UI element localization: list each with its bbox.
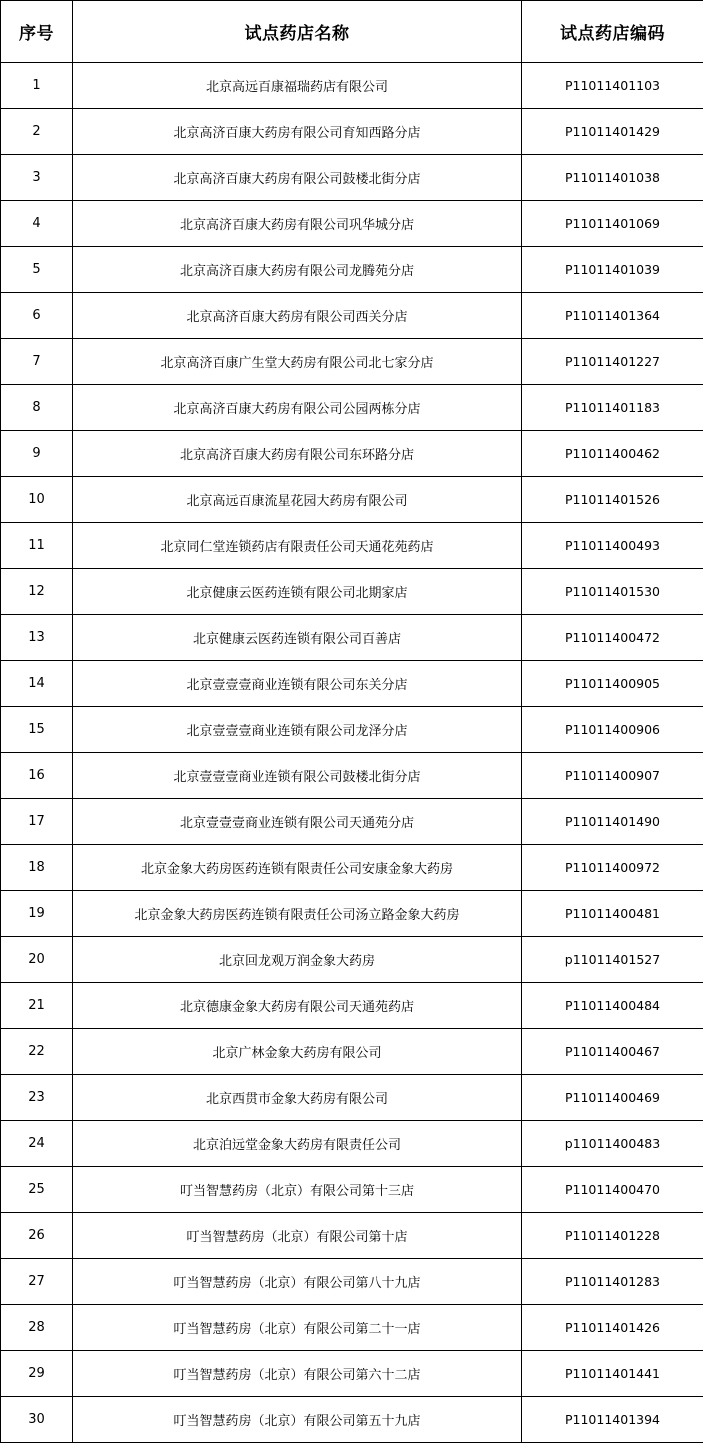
- row-pharmacy-code-cell: P11011401364: [522, 293, 703, 339]
- row-pharmacy-name-cell: 叮当智慧药房（北京）有限公司第二十一店: [73, 1305, 522, 1351]
- row-pharmacy-code-cell: P11011400467: [522, 1029, 703, 1075]
- table-row: [1, 201, 703, 247]
- table-row: [1, 753, 703, 799]
- row-seq-cell: 8: [1, 385, 73, 431]
- row-pharmacy-name-cell: 北京高济百康大药房有限公司鼓楼北街分店: [73, 155, 522, 201]
- row-pharmacy-code-cell: P11011401426: [522, 1305, 703, 1351]
- row-seq-cell: 24: [1, 1121, 73, 1167]
- row-pharmacy-name-cell: 北京高济百康广生堂大药房有限公司北七家分店: [73, 339, 522, 385]
- table-row: [1, 385, 703, 431]
- table-header-row: [1, 1, 703, 63]
- row-pharmacy-code-cell: p11011401527: [522, 937, 703, 983]
- row-seq-cell: 11: [1, 523, 73, 569]
- row-pharmacy-name-cell: 北京健康云医药连锁有限公司北期家店: [73, 569, 522, 615]
- table-row: [1, 431, 703, 477]
- row-seq-cell: 20: [1, 937, 73, 983]
- row-pharmacy-code-cell: P11011400906: [522, 707, 703, 753]
- table-row: [1, 247, 703, 293]
- row-pharmacy-name-cell: 北京泊远堂金象大药房有限责任公司: [73, 1121, 522, 1167]
- row-pharmacy-code-cell: P11011401526: [522, 477, 703, 523]
- table-row: [1, 1213, 703, 1259]
- table-body: [1, 63, 703, 1443]
- row-pharmacy-code-cell: P11011401429: [522, 109, 703, 155]
- row-seq-cell: 3: [1, 155, 73, 201]
- row-seq-cell: 2: [1, 109, 73, 155]
- row-pharmacy-code-cell: P11011401183: [522, 385, 703, 431]
- row-seq-cell: 17: [1, 799, 73, 845]
- row-pharmacy-name-cell: 北京同仁堂连锁药店有限责任公司天通花苑药店: [73, 523, 522, 569]
- header-pharmacy-name: 试点药店名称: [73, 1, 522, 63]
- row-seq-cell: 22: [1, 1029, 73, 1075]
- table-row: [1, 1029, 703, 1075]
- row-pharmacy-code-cell: P11011401227: [522, 339, 703, 385]
- table-row: [1, 937, 703, 983]
- row-seq-cell: 15: [1, 707, 73, 753]
- table-row: [1, 983, 703, 1029]
- table-row: [1, 109, 703, 155]
- table-row: [1, 1167, 703, 1213]
- table-row: [1, 1121, 703, 1167]
- row-pharmacy-name-cell: 北京健康云医药连锁有限公司百善店: [73, 615, 522, 661]
- row-seq-cell: 28: [1, 1305, 73, 1351]
- table-row: [1, 1259, 703, 1305]
- row-pharmacy-name-cell: 北京壹壹壹商业连锁有限公司天通苑分店: [73, 799, 522, 845]
- row-pharmacy-code-cell: P11011400972: [522, 845, 703, 891]
- table-row: [1, 1397, 703, 1443]
- row-pharmacy-name-cell: 北京高济百康大药房有限公司公园两栋分店: [73, 385, 522, 431]
- table-row: [1, 477, 703, 523]
- row-pharmacy-code-cell: P11011400907: [522, 753, 703, 799]
- row-pharmacy-name-cell: 北京壹壹壹商业连锁有限公司东关分店: [73, 661, 522, 707]
- row-pharmacy-code-cell: P11011400481: [522, 891, 703, 937]
- row-pharmacy-name-cell: 叮当智慧药房（北京）有限公司第八十九店: [73, 1259, 522, 1305]
- row-pharmacy-code-cell: p11011400483: [522, 1121, 703, 1167]
- table-row: [1, 661, 703, 707]
- row-seq-cell: 16: [1, 753, 73, 799]
- row-pharmacy-name-cell: 北京金象大药房医药连锁有限责任公司安康金象大药房: [73, 845, 522, 891]
- table-row: [1, 523, 703, 569]
- table-row: [1, 845, 703, 891]
- row-seq-cell: 21: [1, 983, 73, 1029]
- row-pharmacy-name-cell: 北京壹壹壹商业连锁有限公司鼓楼北街分店: [73, 753, 522, 799]
- row-pharmacy-name-cell: 叮当智慧药房（北京）有限公司第十三店: [73, 1167, 522, 1213]
- row-pharmacy-code-cell: P11011400905: [522, 661, 703, 707]
- table-row: [1, 707, 703, 753]
- row-pharmacy-code-cell: P11011401394: [522, 1397, 703, 1443]
- row-pharmacy-code-cell: P11011400484: [522, 983, 703, 1029]
- row-seq-cell: 1: [1, 63, 73, 109]
- row-pharmacy-code-cell: P11011401038: [522, 155, 703, 201]
- row-seq-cell: 18: [1, 845, 73, 891]
- row-seq-cell: 6: [1, 293, 73, 339]
- table-row: [1, 339, 703, 385]
- row-seq-cell: 13: [1, 615, 73, 661]
- row-pharmacy-code-cell: P11011401103: [522, 63, 703, 109]
- row-pharmacy-code-cell: P11011401228: [522, 1213, 703, 1259]
- row-seq-cell: 29: [1, 1351, 73, 1397]
- row-pharmacy-code-cell: P11011400469: [522, 1075, 703, 1121]
- row-pharmacy-code-cell: P11011400462: [522, 431, 703, 477]
- row-seq-cell: 27: [1, 1259, 73, 1305]
- row-seq-cell: 10: [1, 477, 73, 523]
- table-row: [1, 891, 703, 937]
- row-pharmacy-name-cell: 北京高远百康流星花园大药房有限公司: [73, 477, 522, 523]
- table-row: [1, 569, 703, 615]
- row-pharmacy-name-cell: 北京德康金象大药房有限公司天通苑药店: [73, 983, 522, 1029]
- header-pharmacy-code: 试点药店编码: [522, 1, 703, 63]
- row-pharmacy-code-cell: P11011400470: [522, 1167, 703, 1213]
- row-pharmacy-name-cell: 北京高济百康大药房有限公司龙腾苑分店: [73, 247, 522, 293]
- row-pharmacy-name-cell: 北京回龙观万润金象大药房: [73, 937, 522, 983]
- table-row: [1, 1351, 703, 1397]
- row-pharmacy-name-cell: 北京高济百康大药房有限公司育知西路分店: [73, 109, 522, 155]
- row-pharmacy-name-cell: 叮当智慧药房（北京）有限公司第六十二店: [73, 1351, 522, 1397]
- row-pharmacy-name-cell: 北京高济百康大药房有限公司西关分店: [73, 293, 522, 339]
- table-row: [1, 1305, 703, 1351]
- table-row: [1, 293, 703, 339]
- row-pharmacy-code-cell: P11011400472: [522, 615, 703, 661]
- row-seq-cell: 30: [1, 1397, 73, 1443]
- row-seq-cell: 23: [1, 1075, 73, 1121]
- row-pharmacy-name-cell: 北京壹壹壹商业连锁有限公司龙泽分店: [73, 707, 522, 753]
- row-pharmacy-code-cell: P11011401283: [522, 1259, 703, 1305]
- row-pharmacy-name-cell: 北京高远百康福瑞药店有限公司: [73, 63, 522, 109]
- row-pharmacy-code-cell: P11011401490: [522, 799, 703, 845]
- table-row: [1, 155, 703, 201]
- row-seq-cell: 9: [1, 431, 73, 477]
- row-seq-cell: 19: [1, 891, 73, 937]
- row-pharmacy-name-cell: 北京高济百康大药房有限公司巩华城分店: [73, 201, 522, 247]
- table-row: [1, 615, 703, 661]
- row-pharmacy-name-cell: 叮当智慧药房（北京）有限公司第五十九店: [73, 1397, 522, 1443]
- row-seq-cell: 7: [1, 339, 73, 385]
- row-pharmacy-name-cell: 北京广林金象大药房有限公司: [73, 1029, 522, 1075]
- row-pharmacy-code-cell: P11011401039: [522, 247, 703, 293]
- row-pharmacy-name-cell: 北京高济百康大药房有限公司东环路分店: [73, 431, 522, 477]
- row-seq-cell: 5: [1, 247, 73, 293]
- row-pharmacy-code-cell: P11011400493: [522, 523, 703, 569]
- row-pharmacy-name-cell: 北京金象大药房医药连锁有限责任公司汤立路金象大药房: [73, 891, 522, 937]
- header-seq: 序号: [1, 1, 73, 63]
- row-seq-cell: 12: [1, 569, 73, 615]
- table-row: [1, 799, 703, 845]
- row-seq-cell: 25: [1, 1167, 73, 1213]
- row-pharmacy-code-cell: P11011401441: [522, 1351, 703, 1397]
- table-row: [1, 1075, 703, 1121]
- row-seq-cell: 14: [1, 661, 73, 707]
- row-pharmacy-code-cell: P11011401530: [522, 569, 703, 615]
- row-pharmacy-code-cell: P11011401069: [522, 201, 703, 247]
- row-seq-cell: 26: [1, 1213, 73, 1259]
- row-pharmacy-name-cell: 叮当智慧药房（北京）有限公司第十店: [73, 1213, 522, 1259]
- row-pharmacy-name-cell: 北京西贯市金象大药房有限公司: [73, 1075, 522, 1121]
- row-seq-cell: 4: [1, 201, 73, 247]
- table-row: [1, 63, 703, 109]
